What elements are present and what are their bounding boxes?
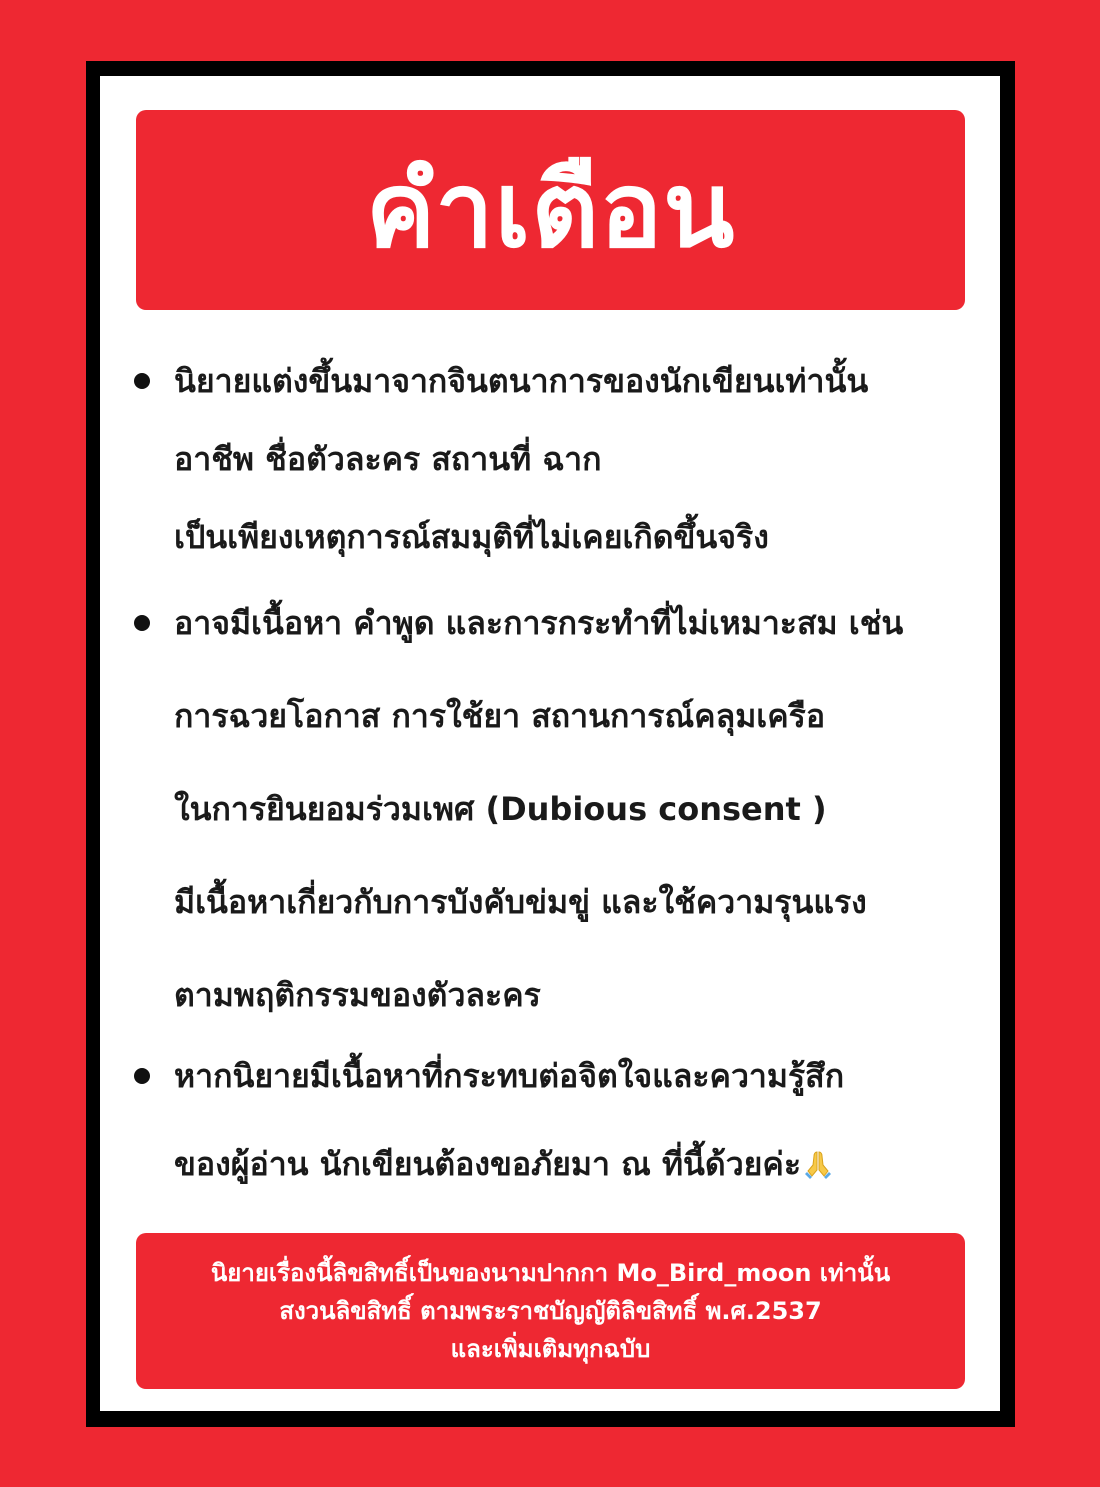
bullet-line: อาจมีเนื้อหา คำพูด และการกระทำที่ไม่เหมาะสม เช่น — [174, 604, 904, 642]
bullet-line: ตามพฤติกรรมของตัวละคร — [174, 976, 541, 1014]
bullet-line: หากนิยายมีเนื้อหาที่กระทบต่อจิตใจและความรู้สึก — [174, 1057, 845, 1095]
bullet-dot-icon — [134, 373, 150, 389]
bullet-line: นิยายแต่งขึ้นมาจากจินตนาการของนักเขียนเท่านั้น — [174, 362, 869, 400]
list-item — [130, 1047, 990, 1223]
copyright-line: สงวนลิขสิทธิ์ ตามพระราชบัญญัติลิขสิทธิ์ พ.ศ.2537 — [279, 1297, 822, 1325]
bullet-line-with-icon — [174, 1135, 990, 1223]
copyright-line: นิยายเรื่องนี้ลิขสิทธิ์เป็นของนามปากกา Mo_Bird_moon เท่านั้น — [210, 1259, 891, 1287]
copyright-line: และเพิ่มเติมทุกฉบับ — [450, 1335, 651, 1363]
bullet-line: ในการยินยอมร่วมเพศ (Dubious consent ) — [174, 790, 827, 828]
warning-list — [130, 352, 990, 1223]
title-banner — [136, 110, 965, 310]
page-title: คำเตือน — [365, 149, 736, 271]
list-item — [130, 594, 990, 1059]
bullet-line: เป็นเพียงเหตุการณ์สมมุติที่ไม่เคยเกิดขึ้นจริง — [174, 518, 769, 556]
bullet-dot-icon — [134, 615, 150, 631]
list-item — [130, 352, 990, 586]
copyright-banner — [136, 1233, 965, 1389]
bullet-dot-icon — [134, 1068, 150, 1084]
folded-hands-icon — [803, 1149, 833, 1179]
bullet-line: มีเนื้อหาเกี่ยวกับการบังคับข่มขู่ และใช้ความรุนแรง — [174, 883, 867, 921]
bullet-line: อาชีพ ชื่อตัวละคร สถานที่ ฉาก — [174, 440, 602, 478]
bullet-line: การฉวยโอกาส การใช้ยา สถานการณ์คลุมเครือ — [174, 697, 826, 735]
bullet-line-text: ของผู้อ่าน นักเขียนต้องขอภัยมา ณ ที่นี้ด้วยค่ะ — [174, 1145, 802, 1183]
